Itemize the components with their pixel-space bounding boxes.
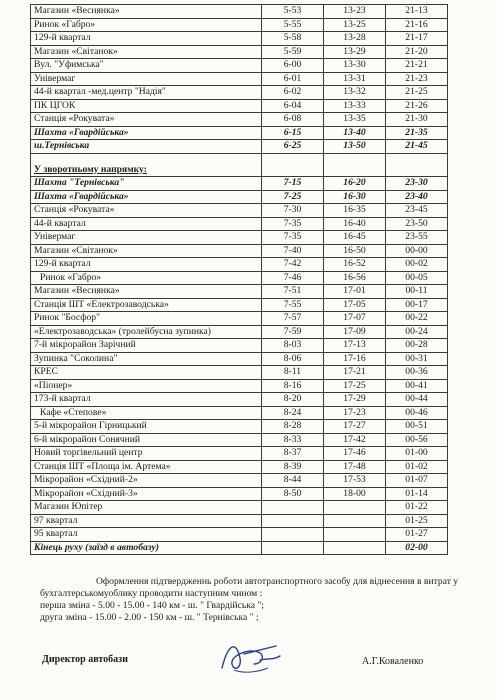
stop-name-cell: Вул. "Уфимська" [31, 59, 262, 73]
note-line-3: перша зміна - 5.00 - 15.00 - 140 км - ш. " Гвардійська "; [40, 600, 264, 611]
schedule-row [31, 18, 448, 32]
stop-name-cell: 7-й мікрорайон Зарічний [31, 339, 262, 353]
schedule-row [31, 393, 448, 407]
time-first-cell: 6-01 [262, 72, 324, 86]
note-line-1: Оформлення підтвердженнь роботи автотранспортного засобу для віднесення в витрат у [96, 576, 459, 587]
time-third-cell: 00-46 [386, 406, 448, 420]
stop-name-cell: Ринок «Габро» [31, 271, 262, 285]
time-third-cell [386, 164, 448, 177]
signature-image [214, 634, 286, 678]
time-third-cell: 00-36 [386, 366, 448, 380]
stop-name-cell: Станція «Рокувата» [31, 204, 262, 218]
stop-name-cell: «Електрозаводська» (тролейбусна зупинка) [31, 325, 262, 339]
time-first-cell: 5-53 [262, 5, 324, 19]
stop-name-cell: 6-й мікрорайон Сонячний [31, 433, 262, 447]
time-second-cell: 13-30 [324, 59, 386, 73]
time-first-cell: 7-35 [262, 231, 324, 245]
time-second-cell: 13-25 [324, 18, 386, 32]
time-second-cell: 17-42 [324, 433, 386, 447]
time-first-cell: 8-50 [262, 487, 324, 501]
time-first-cell [262, 153, 324, 164]
time-first-cell: 7-57 [262, 312, 324, 326]
schedule-row [31, 379, 448, 393]
time-second-cell [324, 514, 386, 528]
time-first-cell: 6-02 [262, 86, 324, 100]
time-first-cell: 6-00 [262, 59, 324, 73]
stop-name-cell: Універмаг [31, 231, 262, 245]
schedule-row [31, 528, 448, 542]
stop-name-cell: Магазин «Веснянка» [31, 5, 262, 19]
schedule-body [31, 5, 448, 555]
time-third-cell: 21-16 [386, 18, 448, 32]
time-first-cell: 5-55 [262, 18, 324, 32]
time-third-cell: 00-28 [386, 339, 448, 353]
schedule-row [31, 420, 448, 434]
time-third-cell: 00-51 [386, 420, 448, 434]
stop-name-cell: Ринок «Габро» [31, 18, 262, 32]
stop-name-cell [31, 153, 262, 164]
time-third-cell: 01-25 [386, 514, 448, 528]
schedule-row [31, 406, 448, 420]
time-second-cell: 17-16 [324, 352, 386, 366]
time-second-cell: 18-00 [324, 487, 386, 501]
stop-name-cell: 97 квартал [31, 514, 262, 528]
time-second-cell: 13-40 [324, 126, 386, 140]
stop-name-cell: 129-й квартал [31, 32, 262, 46]
stop-name-cell: 44-й квартал [31, 217, 262, 231]
time-second-cell [324, 153, 386, 164]
time-second-cell: 16-56 [324, 271, 386, 285]
time-first-cell: 5-59 [262, 45, 324, 59]
time-third-cell: 00-56 [386, 433, 448, 447]
schedule-row [31, 447, 448, 461]
schedule-row [31, 204, 448, 218]
time-first-cell: 8-20 [262, 393, 324, 407]
schedule-row [31, 5, 448, 19]
time-second-cell: 13-23 [324, 5, 386, 19]
note-line-4: друга зміна - 15.00 - 2.00 - 150 км - ш. " Тернівська " ; [40, 612, 259, 623]
time-second-cell: 17-27 [324, 420, 386, 434]
time-third-cell: 00-17 [386, 298, 448, 312]
time-first-cell: 8-33 [262, 433, 324, 447]
stop-name-cell: 95 квартал [31, 528, 262, 542]
time-second-cell: 13-32 [324, 86, 386, 100]
time-first-cell: 8-28 [262, 420, 324, 434]
schedule-row [31, 190, 448, 204]
time-second-cell [324, 501, 386, 515]
schedule-row [31, 86, 448, 100]
time-first-cell: 6-08 [262, 113, 324, 127]
time-first-cell [262, 501, 324, 515]
time-second-cell: 16-35 [324, 204, 386, 218]
stop-name-cell: Шахта «Гвардійська» [31, 126, 262, 140]
time-second-cell: 17-13 [324, 339, 386, 353]
time-first-cell: 8-16 [262, 379, 324, 393]
time-third-cell: 00-44 [386, 393, 448, 407]
time-first-cell: 5-58 [262, 32, 324, 46]
time-second-cell: 16-50 [324, 244, 386, 258]
time-second-cell: 16-20 [324, 177, 386, 191]
time-first-cell: 8-44 [262, 474, 324, 488]
time-second-cell: 17-09 [324, 325, 386, 339]
stop-name-cell: Шахта «Гвардійська» [31, 190, 262, 204]
schedule-row [31, 271, 448, 285]
stop-name-cell: Станція ШТ «Площа ім. Артема» [31, 460, 262, 474]
time-first-cell [262, 164, 324, 177]
time-second-cell: 16-40 [324, 217, 386, 231]
stop-name-cell: Станція «Рокувата» [31, 113, 262, 127]
time-third-cell [386, 153, 448, 164]
stop-name-cell: 129-й квартал [31, 258, 262, 272]
time-third-cell: 23-50 [386, 217, 448, 231]
schedule-row [31, 366, 448, 380]
stop-name-cell: Ринок "Босфор" [31, 312, 262, 326]
schedule-row [31, 339, 448, 353]
schedule-row [31, 113, 448, 127]
stop-name-cell: 5-й мікрорайон Гірницький [31, 420, 262, 434]
time-second-cell: 16-45 [324, 231, 386, 245]
stop-name-cell: КРЕС [31, 366, 262, 380]
time-second-cell: 17-05 [324, 298, 386, 312]
time-first-cell: 7-30 [262, 204, 324, 218]
time-third-cell: 01-00 [386, 447, 448, 461]
time-first-cell: 7-55 [262, 298, 324, 312]
time-second-cell: 17-29 [324, 393, 386, 407]
schedule-row [31, 258, 448, 272]
time-third-cell: 23-55 [386, 231, 448, 245]
time-third-cell: 00-22 [386, 312, 448, 326]
schedule-row [31, 45, 448, 59]
time-second-cell: 17-25 [324, 379, 386, 393]
time-first-cell: 7-40 [262, 244, 324, 258]
schedule-row [31, 487, 448, 501]
stop-name-cell: Універмаг [31, 72, 262, 86]
time-second-cell: 17-07 [324, 312, 386, 326]
schedule-row [31, 140, 448, 154]
time-first-cell: 8-03 [262, 339, 324, 353]
time-third-cell: 00-31 [386, 352, 448, 366]
schedule-row [31, 164, 448, 177]
time-first-cell: 6-04 [262, 99, 324, 113]
stop-name-cell: Станція ШТ «Електрозаводська» [31, 298, 262, 312]
schedule-row [31, 501, 448, 515]
time-first-cell: 7-35 [262, 217, 324, 231]
stop-name-cell: Магазин «Веснянка» [31, 285, 262, 299]
stop-name-cell: Шахта "Тернівська" [31, 177, 262, 191]
time-second-cell: 13-50 [324, 140, 386, 154]
time-second-cell: 13-33 [324, 99, 386, 113]
schedule-row [31, 59, 448, 73]
stop-name-cell: 44-й квартал -мед.центр "Надія" [31, 86, 262, 100]
stop-name-cell: Кафе «Степове» [31, 406, 262, 420]
stop-name-cell: Мікрорайон «Східний-2» [31, 474, 262, 488]
time-first-cell: 8-39 [262, 460, 324, 474]
schedule-row [31, 433, 448, 447]
time-third-cell: 01-27 [386, 528, 448, 542]
time-first-cell: 6-15 [262, 126, 324, 140]
stop-name-cell: ш.Тернівська [31, 140, 262, 154]
stop-name-cell: Магазин «Світанок» [31, 45, 262, 59]
time-second-cell: 16-30 [324, 190, 386, 204]
time-third-cell: 21-25 [386, 86, 448, 100]
time-third-cell: 23-40 [386, 190, 448, 204]
time-first-cell: 8-06 [262, 352, 324, 366]
schedule-row [31, 285, 448, 299]
time-second-cell: 13-28 [324, 32, 386, 46]
time-third-cell: 00-41 [386, 379, 448, 393]
time-second-cell: 16-52 [324, 258, 386, 272]
note-block [40, 576, 470, 624]
time-second-cell: 17-48 [324, 460, 386, 474]
time-third-cell: 00-24 [386, 325, 448, 339]
schedule-row [31, 231, 448, 245]
time-third-cell: 23-45 [386, 204, 448, 218]
time-third-cell: 00-02 [386, 258, 448, 272]
schedule-row [31, 460, 448, 474]
time-first-cell: 6-25 [262, 140, 324, 154]
schedule-row [31, 72, 448, 86]
time-third-cell: 21-13 [386, 5, 448, 19]
note-line-2: бухгалтерськомуоблику проводити наступним чином : [40, 588, 263, 599]
schedule-table [30, 4, 448, 555]
time-first-cell: 7-51 [262, 285, 324, 299]
time-second-cell [324, 164, 386, 177]
time-first-cell: 7-15 [262, 177, 324, 191]
time-second-cell: 13-35 [324, 113, 386, 127]
time-third-cell: 21-20 [386, 45, 448, 59]
time-first-cell [262, 528, 324, 542]
stop-name-cell: Кінець руху (заїзд в автобазу) [31, 541, 262, 555]
director-title: Директор автобази [42, 654, 128, 665]
schedule-row [31, 298, 448, 312]
time-first-cell [262, 514, 324, 528]
schedule-row [31, 153, 448, 164]
time-first-cell: 8-11 [262, 366, 324, 380]
time-third-cell: 21-26 [386, 99, 448, 113]
time-second-cell: 13-29 [324, 45, 386, 59]
time-first-cell: 7-59 [262, 325, 324, 339]
time-first-cell: 8-37 [262, 447, 324, 461]
schedule-row [31, 244, 448, 258]
time-third-cell: 21-30 [386, 113, 448, 127]
schedule-row [31, 541, 448, 555]
stop-name-cell: 173-й квартал [31, 393, 262, 407]
time-third-cell: 01-14 [386, 487, 448, 501]
time-first-cell: 8-24 [262, 406, 324, 420]
time-third-cell: 21-17 [386, 32, 448, 46]
director-name: А.Г.Коваленко [362, 656, 424, 667]
time-third-cell: 00-00 [386, 244, 448, 258]
stop-name-cell: Зупинка "Соколина" [31, 352, 262, 366]
time-third-cell: 21-35 [386, 126, 448, 140]
schedule-row [31, 99, 448, 113]
time-third-cell: 23-30 [386, 177, 448, 191]
schedule-row [31, 325, 448, 339]
schedule-row [31, 217, 448, 231]
time-first-cell: 7-46 [262, 271, 324, 285]
time-second-cell: 17-46 [324, 447, 386, 461]
time-third-cell: 00-11 [386, 285, 448, 299]
time-second-cell: 17-23 [324, 406, 386, 420]
time-first-cell: 7-25 [262, 190, 324, 204]
schedule-row [31, 514, 448, 528]
time-first-cell: 7-42 [262, 258, 324, 272]
time-third-cell: 21-21 [386, 59, 448, 73]
schedule-row [31, 474, 448, 488]
time-second-cell: 17-21 [324, 366, 386, 380]
time-second-cell [324, 541, 386, 555]
stop-name-cell: Магазин Юпітер [31, 501, 262, 515]
time-first-cell [262, 541, 324, 555]
stop-name-cell: «Піонер» [31, 379, 262, 393]
time-third-cell: 01-07 [386, 474, 448, 488]
schedule-row [31, 32, 448, 46]
schedule-row [31, 312, 448, 326]
schedule-row [31, 352, 448, 366]
stop-name-cell: Новий торгівельний центр [31, 447, 262, 461]
time-second-cell: 17-01 [324, 285, 386, 299]
stop-name-cell: Мікрорайон «Східний-3» [31, 487, 262, 501]
time-third-cell: 01-02 [386, 460, 448, 474]
time-third-cell: 21-45 [386, 140, 448, 154]
time-third-cell: 21-23 [386, 72, 448, 86]
time-third-cell: 01-22 [386, 501, 448, 515]
stop-name-cell: У зворотньому напрямку: [31, 164, 262, 177]
time-third-cell: 00-05 [386, 271, 448, 285]
stop-name-cell: Магазин «Світанок» [31, 244, 262, 258]
schedule-row [31, 126, 448, 140]
stop-name-cell: ПК ЦГОК [31, 99, 262, 113]
time-second-cell: 13-31 [324, 72, 386, 86]
schedule-row [31, 177, 448, 191]
time-second-cell [324, 528, 386, 542]
time-third-cell: 02-00 [386, 541, 448, 555]
time-second-cell: 17-53 [324, 474, 386, 488]
